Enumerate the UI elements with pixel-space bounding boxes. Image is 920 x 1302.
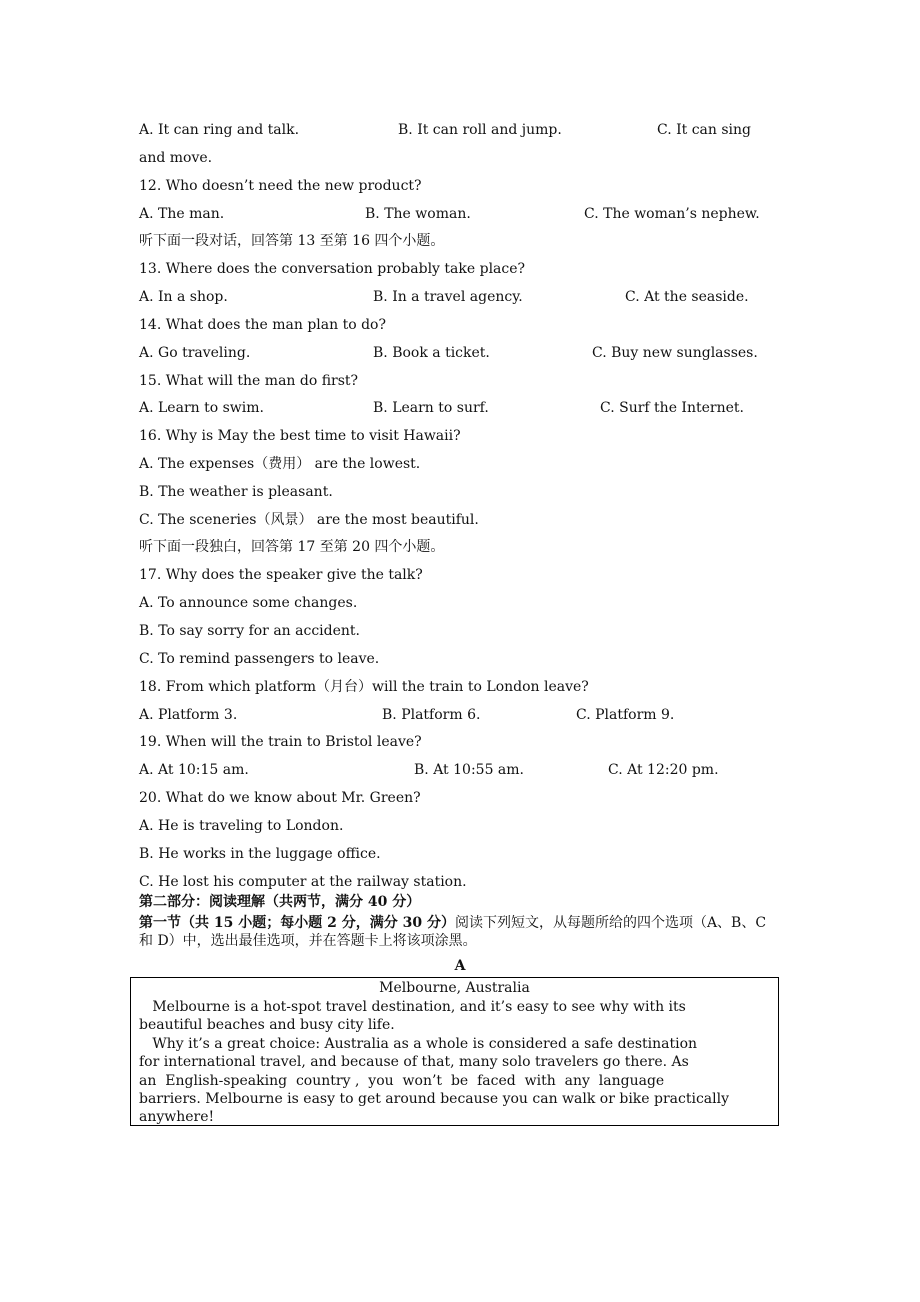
- q11-option-c: C. It can sing: [657, 122, 752, 138]
- passage-line: Melbourne is a hot-spot travel destination, and it’s easy to see why with its: [139, 999, 686, 1015]
- q20-option-b: B. He works in the luggage office.: [139, 846, 381, 862]
- q14-option-a: A. Go traveling.: [139, 345, 251, 361]
- q11-option-a: A. It can ring and talk.: [139, 122, 300, 138]
- q20-option-c: C. He lost his computer at the railway station.: [139, 874, 467, 890]
- part2-heading: 第二部分：阅读理解（共两节，满分 40 分）: [139, 894, 421, 910]
- q17-option-c: C. To remind passengers to leave.: [139, 651, 380, 667]
- q16-stem: 16. Why is May the best time to visit Hawaii?: [139, 428, 461, 444]
- q14-stem: 14. What does the man plan to do?: [139, 317, 386, 333]
- q17-option-b: B. To say sorry for an accident.: [139, 623, 360, 639]
- q16-option-a: A. The expenses（费用） are the lowest.: [139, 456, 421, 472]
- passage-line: an English-speaking country , you won’t be faced with any language: [139, 1073, 665, 1089]
- section1-instructions: [139, 914, 784, 950]
- passage-line: for international travel, and because of that, many solo travelers go there. As: [139, 1054, 689, 1070]
- q15-stem: 15. What will the man do first?: [139, 373, 359, 389]
- q14-option-b: B. Book a ticket.: [373, 345, 490, 361]
- q20-stem: 20. What do we know about Mr. Green?: [139, 790, 421, 806]
- q17-option-a: A. To announce some changes.: [139, 595, 358, 611]
- q16-option-c: C. The sceneries（风景） are the most beautiful.: [139, 512, 479, 528]
- q16-option-b: B. The weather is pleasant.: [139, 484, 333, 500]
- q19-option-a: A. At 10:15 am.: [139, 762, 249, 778]
- instruction-13-16: 听下面一段对话，回答第 13 至第 16 四个小题。: [139, 233, 445, 249]
- q19-option-b: B. At 10:55 am.: [414, 762, 524, 778]
- q11-options: [139, 121, 779, 211]
- q12-option-b: B. The woman.: [365, 206, 471, 222]
- q20-option-a: A. He is traveling to London.: [139, 818, 344, 834]
- q12-option-c: C. The woman’s nephew.: [584, 206, 760, 222]
- passage-line: Why it’s a great choice: Australia as a whole is considered a safe destination: [139, 1036, 698, 1052]
- q15-option-c: C. Surf the Internet.: [600, 400, 744, 416]
- q12-stem: 12. Who doesn’t need the new product?: [139, 178, 422, 194]
- passage-label: A: [454, 958, 466, 974]
- q18-option-b: B. Platform 6.: [382, 707, 481, 723]
- q15-option-b: B. Learn to surf.: [373, 400, 489, 416]
- q13-option-a: A. In a shop.: [139, 289, 228, 305]
- q15-option-a: A. Learn to swim.: [139, 400, 264, 416]
- passage-title: Melbourne, Australia: [379, 980, 530, 996]
- q14-option-c: C. Buy new sunglasses.: [592, 345, 758, 361]
- q11-option-b: B. It can roll and jump.: [398, 122, 562, 138]
- q17-stem: 17. Why does the speaker give the talk?: [139, 567, 423, 583]
- q13-option-c: C. At the seaside.: [625, 289, 749, 305]
- q13-option-b: B. In a travel agency.: [373, 289, 523, 305]
- passage-line: anywhere!: [139, 1109, 215, 1125]
- section1-text: 阅读下列短文，从每题所给的四个选项（A、B、C 和 D）中，选出最佳选项，并在答题卡上将该项涂黑。: [139, 915, 767, 949]
- q13-stem: 13. Where does the conversation probably take place?: [139, 261, 526, 277]
- section1-title: 第一节（共 15 小题；每小题 2 分，满分 30 分）: [139, 915, 455, 931]
- q18-stem: 18. From which platform（月台）will the train to London leave?: [139, 679, 589, 695]
- passage-line: beautiful beaches and busy city life.: [139, 1017, 395, 1033]
- instruction-17-20: 听下面一段独白，回答第 17 至第 20 四个小题。: [139, 539, 445, 555]
- q12-options: [139, 205, 779, 295]
- passage-line: barriers. Melbourne is easy to get around because you can walk or bike practically: [139, 1091, 730, 1107]
- passage-box: [130, 977, 779, 1126]
- q18-option-a: A. Platform 3.: [139, 707, 238, 723]
- q19-option-c: C. At 12:20 pm.: [608, 762, 719, 778]
- q18-option-c: C. Platform 9.: [576, 707, 675, 723]
- q19-stem: 19. When will the train to Bristol leave?: [139, 734, 422, 750]
- q11-option-c-cont: and move.: [139, 150, 213, 166]
- q12-option-a: A. The man.: [139, 206, 225, 222]
